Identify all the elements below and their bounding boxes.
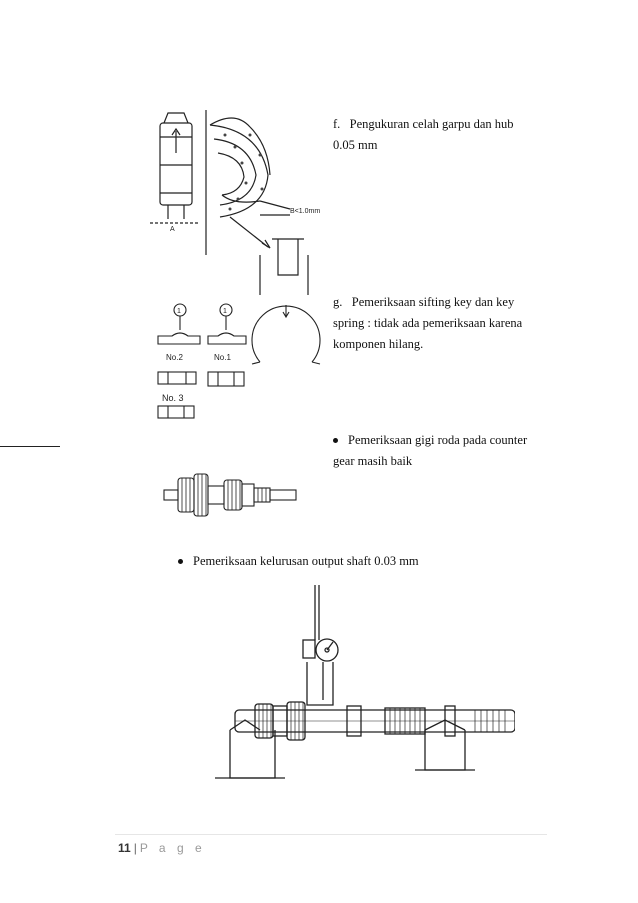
point-a-label: A <box>170 226 175 233</box>
section-g-line2: spring : tidak ada pemeriksaan karena <box>333 316 523 330</box>
section-g <box>333 292 563 355</box>
margin-rule <box>0 446 60 447</box>
page-footer <box>118 841 206 855</box>
section-g-line3: komponen hilang. <box>333 337 424 351</box>
circle-1-label-left: 1 <box>177 308 181 315</box>
fork-clearance-figure <box>150 105 325 295</box>
section-g-line1: Pemeriksaan sifting key dan key <box>351 295 515 309</box>
section-f-line2: 0.05 mm <box>333 138 378 152</box>
output-shaft-bullet <box>178 551 578 572</box>
shifting-key-figure <box>148 300 323 425</box>
output-shaft-figure <box>215 580 515 785</box>
counter-gear-figure <box>160 470 300 520</box>
page-word: P a g e <box>139 841 206 855</box>
clearance-label: B<1.0mm <box>290 208 321 215</box>
bullet-dot <box>178 559 183 564</box>
counter-gear-line2: gear masih baik <box>333 454 413 468</box>
counter-gear-bullet <box>333 430 563 472</box>
key-no1-label: No.1 <box>214 353 231 362</box>
footer-rule <box>115 834 547 835</box>
key-no3-label: No. 3 <box>162 393 184 403</box>
footer-separator: | <box>133 841 137 855</box>
page-number: 11 <box>118 841 131 855</box>
counter-gear-line1: Pemeriksaan gigi roda pada counter <box>348 433 528 447</box>
key-no2-label: No.2 <box>166 353 183 362</box>
output-shaft-text: Pemeriksaan kelurusan output shaft 0.03 mm <box>193 554 419 568</box>
section-g-marker: g. <box>333 295 343 309</box>
circle-1-label-right: 1 <box>223 308 227 315</box>
section-f-line1: Pengukuran celah garpu dan hub <box>349 117 514 131</box>
bullet-dot <box>333 438 338 443</box>
section-f <box>333 114 563 156</box>
section-f-marker: f. <box>333 117 341 131</box>
